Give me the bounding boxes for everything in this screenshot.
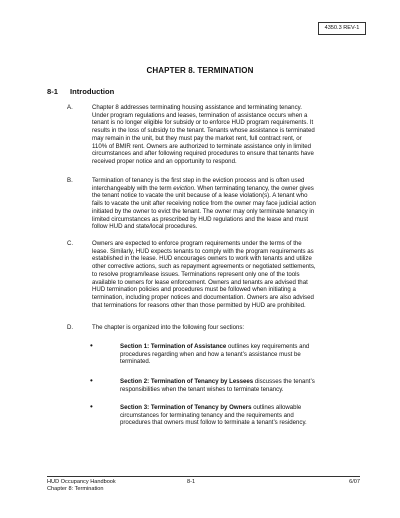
bullet-icon: • bbox=[90, 402, 93, 411]
list-item-text bbox=[120, 404, 360, 427]
paragraph-label: A. bbox=[67, 104, 73, 111]
footer-date: 6/07 bbox=[349, 479, 360, 485]
paragraph-text bbox=[92, 177, 365, 231]
list-item-body: discusses the tenant’s responsibilities when the tenant wishes to terminate tenancy. bbox=[120, 378, 315, 393]
list-item-heading: Section 1: Termination of Assistance bbox=[120, 343, 227, 350]
document-number-box: 4350.3 REV-1 bbox=[318, 22, 366, 35]
paragraph-text: Chapter 8 addresses terminating housing assistance and terminating tenancy. Under program regulations and leases, termination of assistance occurs when a tenant is no longer eligible for subsidy or to enforce HUD program requirements. It results in the loss of subsidy to the tenant. Tenants whose assistance is terminated may remain in the unit, but they must pay the market rent, full contract rent, or 110% of BMIR rent. Owners are authorized to terminate assistance only in limited circumstances and after following required procedures to ensure that tenants have received proper notice and an opportunity to respond. bbox=[92, 104, 315, 165]
footer-chapter-title: Chapter 8: Termination bbox=[47, 486, 104, 492]
section-number: 8-1 bbox=[47, 87, 58, 96]
page-number: 8-1 bbox=[187, 479, 196, 485]
list-item-text bbox=[120, 343, 360, 366]
list-item bbox=[90, 341, 360, 366]
list-item-heading: Section 2: Termination of Tenancy by Lessees bbox=[120, 378, 254, 385]
page-footer bbox=[47, 476, 360, 497]
list-item-text bbox=[120, 378, 360, 393]
bullet-icon: • bbox=[90, 341, 93, 350]
chapter-title: CHAPTER 8. TERMINATION bbox=[146, 66, 254, 75]
footer-handbook-title: HUD Occupancy Handbook bbox=[47, 479, 116, 485]
paragraph-label: D. bbox=[67, 324, 74, 331]
paragraph-text-before: Termination of tenancy is the first step in the eviction process and is often used interchangeably with the term bbox=[92, 177, 305, 192]
bullet-icon: • bbox=[90, 376, 93, 385]
paragraph-text: The chapter is organized into the following four sections: bbox=[92, 324, 245, 331]
section-title: Introduction bbox=[70, 87, 115, 96]
list-item bbox=[90, 402, 360, 427]
list-item bbox=[90, 376, 360, 393]
list-item-body: outlines allowable circumstances for terminating tenancy and the requirements and procedures that owners must follow to terminate a tenant’s residency. bbox=[120, 404, 307, 427]
paragraph-label: C. bbox=[67, 240, 74, 247]
emphasis-eviction: eviction bbox=[173, 184, 194, 192]
footer-source bbox=[47, 479, 116, 493]
paragraph-text: Owners are expected to enforce program requirements under the terms of the lease. Similarly, HUD expects tenants to comply with the program requirements as established in the lease. HUD encourages owners to work with tenants and utilize other corrective actions, such as repayment agreements or negotiated settlements, to resolve program/lease issues. Terminations represent only one of the tools available to owners for lease enforcement. Owners and tenants are advised that HUD termination policies and procedures must be followed when initiating a termination, including proper notices and documentation. Owners are also advised that terminations for reasons other than those permitted by HUD are prohibited. bbox=[92, 240, 316, 309]
paragraph-label: B. bbox=[67, 177, 73, 184]
paragraph-text-after: . When terminating tenancy, the owner gives the tenant notice to vacate the unit because of a lease violation(s). A tenant who fails to vacate the unit after receiving notice from the owner may face judicial action initiated by the owner to evict the tenant. The owner may only terminate tenancy in limited circumstances as prescribed by HUD regulations and the lease and must follow HUD and state/local procedures. bbox=[92, 184, 316, 231]
list-item-heading: Section 3: Termination of Tenancy by Owners bbox=[120, 404, 252, 411]
list-item-body: outlines key requirements and procedures regarding when and how a tenant’s assistance must be terminated. bbox=[120, 343, 310, 366]
